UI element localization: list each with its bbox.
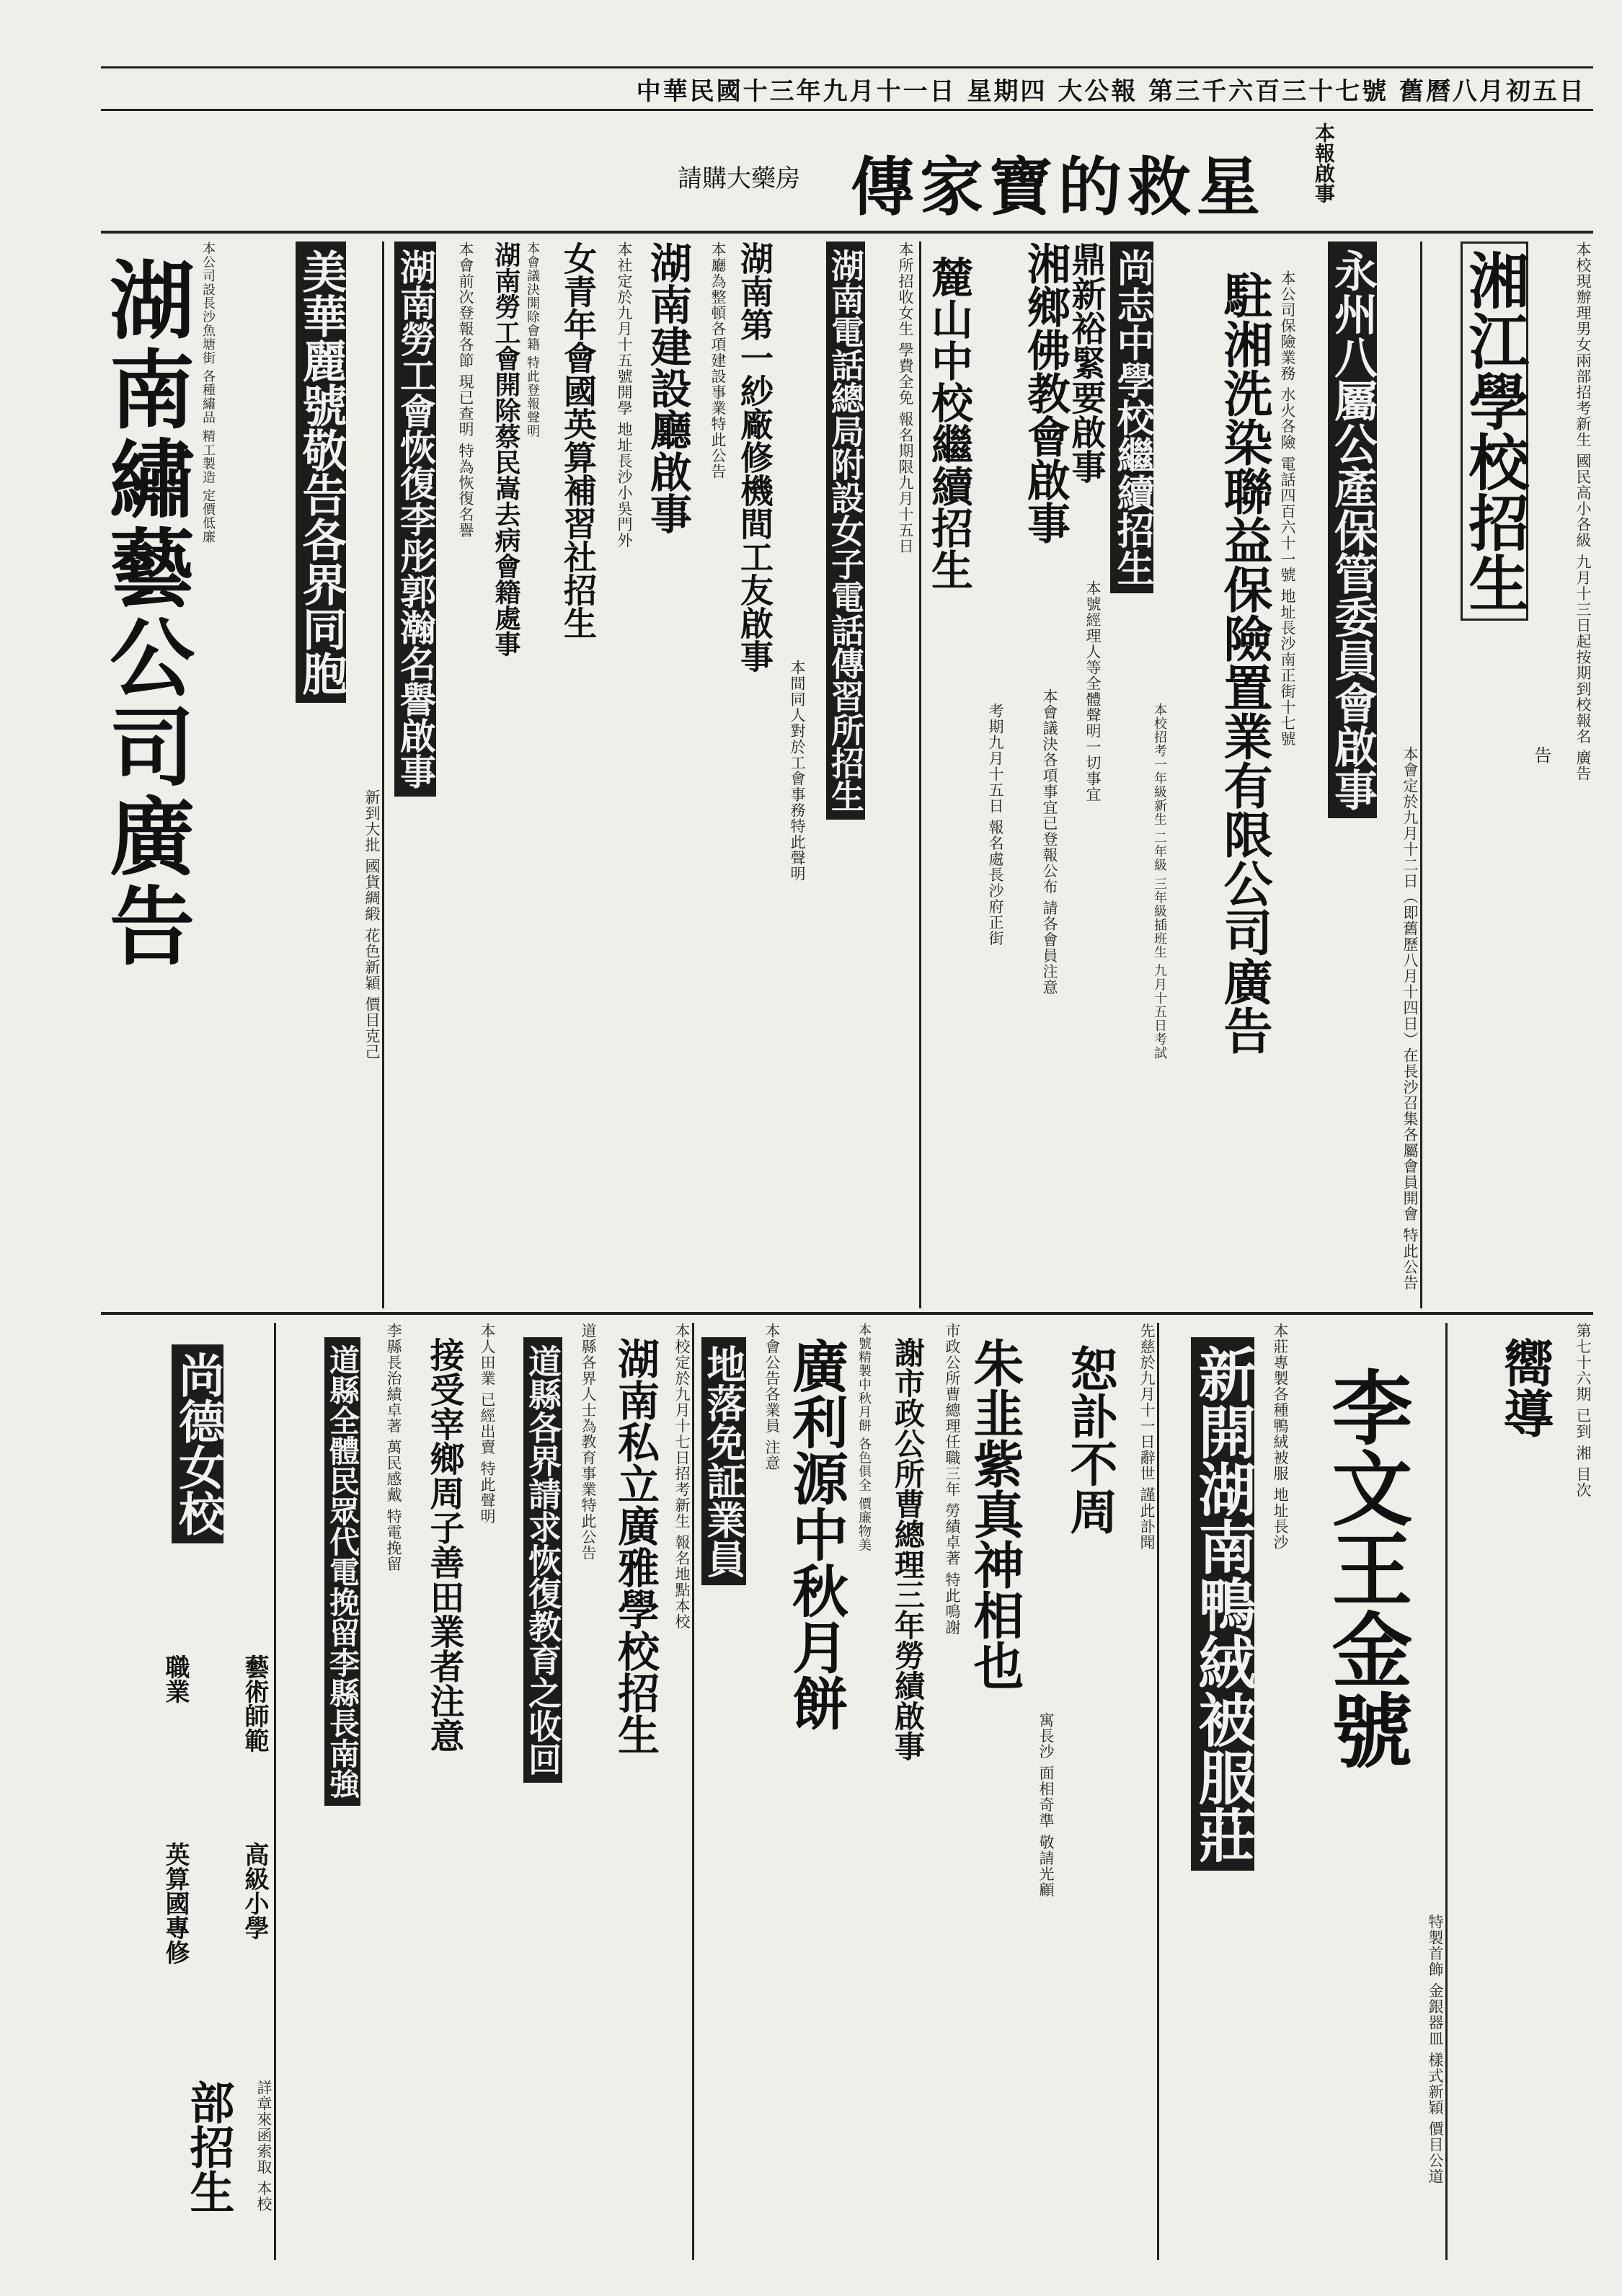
ad-shachang-body: 本間同人對於工會事務特此聲明 — [789, 660, 806, 882]
ad-bulu-title: 部招生 — [182, 2080, 235, 2214]
ad-yongzhou-title: 永州八屬公產保管委員會啟事 — [1328, 241, 1377, 818]
ad-zhufei-title: 朱韭紫真神相也 — [965, 1337, 1025, 1690]
ad-yaorong-title: 新開湖南鴨絨被服莊 — [1191, 1337, 1254, 1871]
ad-yuebing — [782, 1323, 872, 2260]
col-divider — [1420, 241, 1422, 1308]
ad-shachang — [728, 241, 807, 1308]
ad-fojiao-body: 本會議決各項事宜已登報公布 請各會員注意 — [1041, 688, 1058, 996]
ad-shachang-title: 湖南第一紗廠修機間工友啟事 — [735, 241, 774, 673]
ad-liujun-body: 李縣長治績卓著 萬民感戴 特電挽留 — [385, 1323, 402, 1572]
col-divider — [382, 241, 384, 1308]
ad-zhengquan — [692, 1323, 782, 2260]
col-divider — [919, 241, 921, 1308]
ad-xiuyi-body: 本公司設長沙魚塘街 各種繡品 精工製造 定價低廉 — [200, 241, 216, 544]
ad-dingxin-title: 鼎新裕緊要啟事 — [1065, 241, 1106, 484]
ad-yongzhou-body: 本會定於九月十二日（即舊歷八月十四日）在長沙召集各屬會員開會 特此公告 — [1401, 746, 1419, 1291]
ad-yaorong — [1161, 1323, 1290, 2260]
ad-xiangdao-body: 第七十六期 已到 湘 目次 — [1574, 1323, 1592, 1499]
top-banner — [274, 115, 1355, 223]
ad-liujun — [274, 1323, 404, 2260]
col-divider — [692, 1323, 694, 2260]
masthead-line: 中華民國十三年九月十一日 星期四 大公報 第三千六百三十七號 舊曆八月初五日 — [636, 76, 1586, 106]
ad-zhengwu — [872, 1323, 962, 2260]
top-banner-title: 傳家寶的救星 — [851, 149, 1267, 224]
col-divider — [1445, 1323, 1448, 2260]
ad-zhoushan — [404, 1323, 497, 2260]
ad-baoxian-body: 本公司保險業務 水火各險 電話四百六十一號 地址長沙南正街十七號 — [1279, 270, 1296, 748]
ad-nvqingnian-title: 女青年會國英算補習社招生 — [559, 241, 598, 639]
top-banner-label: 本報啟事 — [1312, 123, 1336, 203]
ad-fuxing-title: 湖南勞工會恢復李彤郭瀚名譽啟事 — [394, 241, 436, 797]
ad-yongzhou — [1301, 241, 1420, 1308]
ad-bulu-body: 詳章來函索取 本校 — [255, 2080, 272, 2212]
ad-xiuyi — [40, 241, 216, 1308]
ad-fuxing-body: 本會前次登報各節 現已查明 特為恢復名譽 — [457, 241, 474, 538]
ad-xiangdao — [1449, 1323, 1593, 2260]
ad-fojiao — [1009, 241, 1106, 1308]
ad-xiangjiang-title: 湘江學校招生 — [1461, 241, 1528, 621]
ad-fangbu — [1060, 1323, 1157, 2260]
ad-shangzhi-title: 尚志中學校繼續招生 — [1110, 241, 1153, 593]
ad-fojiao-title: 湘鄉佛教會啟事 — [1020, 241, 1071, 544]
ad-lushan-title: 麓山中校繼續招生 — [924, 256, 973, 590]
ad-yuebing-body: 本號精製中秋月餅 各色俱全 價廉物美 — [856, 1323, 872, 1552]
ad-shangde-tag-0: 藝術師範 — [240, 1654, 269, 1752]
ad-shangde-tag-2: 職業 — [161, 1654, 190, 1703]
ad-dianhua-title: 湖南電話總局附設女子電話傳習所招生 — [826, 241, 865, 820]
ad-shangde-title: 尚德女校 — [172, 1344, 223, 1543]
ad-meihua-title: 美華麗號敬告各界同胞 — [296, 241, 346, 703]
ad-yaorong-body: 本莊專製各種鴨絨被服 地址長沙 — [1272, 1323, 1289, 1551]
ad-nvqingnian-body: 本社定於九月十五號開學 地址長沙小吳門外 — [616, 241, 633, 549]
ad-zhengquan-body: 本會公告各業員 注意 — [763, 1323, 781, 1471]
ad-jiaoyu — [497, 1323, 598, 2260]
ad-dianhua — [807, 241, 916, 1308]
ad-zhengwu-title: 謝市政公所曹總理三年勞績啟事 — [890, 1337, 926, 1761]
ad-xiangdao-title: 嚮導 — [1495, 1337, 1555, 1438]
col-divider — [1157, 1323, 1159, 2260]
ad-jianshe — [634, 241, 728, 1308]
ad-dianhua-body: 本所招收女生 學費全免 報名期限九月十五日 — [897, 241, 914, 554]
ad-shangzhi-body: 本校招考一年級新生 二年級 三年級插班生 九月十五日考試 — [1152, 703, 1167, 1060]
ad-laogong-body: 本會議決開除會籍 特此登報聲明 — [525, 241, 540, 438]
ad-shangde-tag-3: 英算國專修 — [161, 1842, 190, 1964]
ad-zhengquan-title: 地落免証業員 — [701, 1337, 746, 1585]
ad-shangde-tag-1: 高級小學 — [240, 1842, 269, 1940]
ad-laogong — [476, 241, 541, 1308]
ad-baoxian-title: 駐湘洗染聯益保險置業有限公司廣告 — [1215, 270, 1273, 1055]
divider-mid — [101, 1312, 1593, 1315]
ad-jiaoyu-title: 道縣各界請求恢復教育之收回 — [523, 1337, 562, 1783]
ad-shangzhi — [1103, 241, 1168, 1308]
ad-jianshe-title: 湖南建設廳啟事 — [643, 241, 692, 534]
ad-jinhao — [1290, 1323, 1445, 2260]
ad-zhengwu-body: 市政公所曹總理任職三年 勞績卓著 特此鳴謝 — [944, 1323, 961, 1636]
ad-meihua-body: 新到大批 國貨綢緞 花色新穎 價目克己 — [363, 789, 381, 1060]
masthead — [101, 66, 1593, 111]
ad-jinhao-title: 李文王金號 — [1319, 1366, 1413, 1770]
ad-jinhao-body: 特製首飾 金銀器皿 樣式新穎 價目公道 — [1427, 1914, 1444, 2185]
ad-zhoushan-title: 接受宰鄉周子善田業者注意 — [424, 1337, 464, 1752]
ad-dingxin-body: 本號經理人等全體聲明一切事宜 — [1084, 580, 1102, 802]
ad-jianshe-body: 本廳為整頓各項建設事業特此公告 — [709, 241, 727, 479]
ad-xiangjiang — [1424, 241, 1593, 1308]
ad-shangde — [108, 1323, 274, 2260]
ad-xiangjiang-body: 本校現辦理男女兩部招考新生 國民高小各級 九月十三日起按期到校報名 廣告 — [1574, 241, 1592, 782]
top-banner-sub: 請購大藥房 — [678, 164, 800, 193]
ad-guangya-body: 本校定於九月十七日招考新生 報名地點本校 — [673, 1323, 691, 1630]
ad-fangbu-body: 先慈於九月十一日辭世 謹此訃聞 — [1138, 1323, 1156, 1551]
ad-zhoushan-body: 本人田業 已經出賣 特此聲明 — [479, 1323, 496, 1525]
ad-liujun-title: 道縣全體民眾代電挽留李縣長南強 — [324, 1337, 360, 1806]
ad-lushan — [919, 241, 1006, 1308]
ad-guangya — [598, 1323, 692, 2260]
ad-baoxian — [1168, 241, 1298, 1308]
ad-xiuyi-title: 湖南繡藝公司廣告 — [95, 256, 195, 971]
divider-top — [101, 231, 1593, 234]
ad-guangya-title: 湖南私立廣雅學校招生 — [611, 1337, 660, 1755]
ad-laogong-title: 湖南勞工會開除蔡民嵩去病會籍處事 — [491, 241, 521, 657]
ad-xiangjiang-sub: 告 — [1531, 746, 1551, 763]
ad-meihua — [216, 241, 382, 1308]
ad-jiaoyu-body: 道縣各界人士為教育事業特此公告 — [580, 1323, 597, 1561]
ad-fuxing — [382, 241, 476, 1308]
ad-yuebing-title: 廣利源中秋月餅 — [783, 1337, 848, 1731]
ad-zhufei — [962, 1323, 1056, 2260]
ad-lushan-body: 考期九月十五日 報名處長沙府正街 — [987, 703, 1004, 947]
ad-nvqingnian — [541, 241, 634, 1308]
ad-fangbu-title: 恕訃不周 — [1062, 1344, 1118, 1535]
col-divider — [274, 1323, 276, 2260]
ad-zhufei-body: 寓長沙 面相奇準 敬請光顧 — [1037, 1712, 1055, 1898]
